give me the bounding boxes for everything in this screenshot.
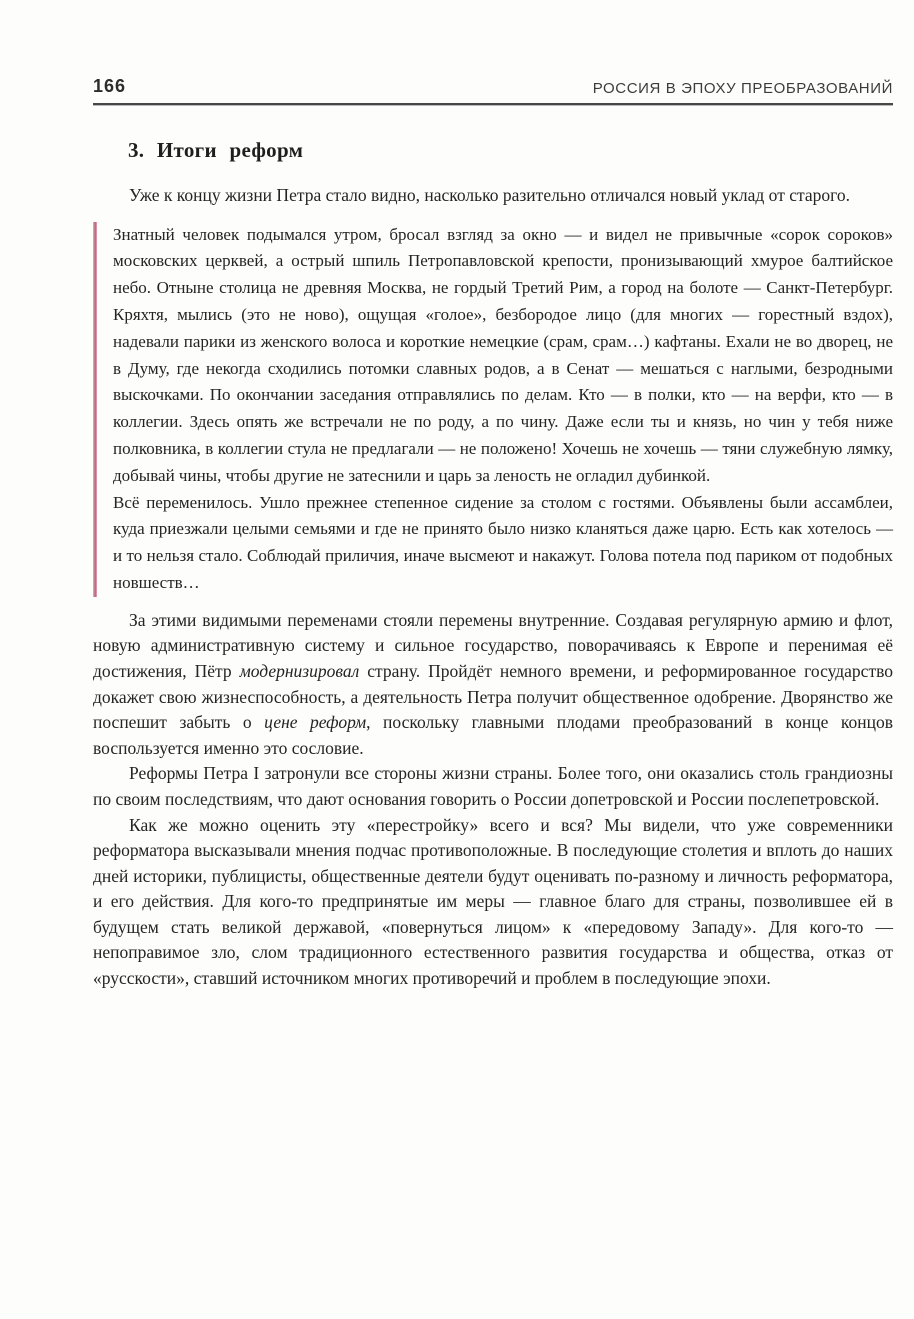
body-paragraph-2: Реформы Петра I затронули все стороны жизни страны. Более того, они оказались столь грандиозны по своим последствиям, что дают основания говорить о России допетровской и России послепетровской.: [93, 763, 893, 809]
page-content: [93, 138, 893, 992]
quote-paragraph-1: Знатный человек подымался утром, бросал взгляд за окно — и видел не привычные «сорок сороков» московских церквей, а острый шпиль Петропавловской крепости, пронизывающий хмурое балтийское небо. Отныне столица не древняя Москва, не гордый Третий Рим, а город на болоте — Санкт-Петербург. Кряхтя, мылись (это не ново), ощущая «голое», безбородое лицо (для многих — горестный вздох), надевали парики из женского волоса и короткие немецкие (срам, срам…) кафтаны. Ехали не во дворец, не в Думу, где некогда сходились потомки славных родов, а в Сенат — мешаться с наглыми, безродными выскочками. По окончании заседания отправлялись по делам. Кто — в полки, кто — на верфи, кто — в коллегии. Здесь опять же встречали не по роду, а по чину. Даже если ты и князь, но чин у тебя ниже полковника, в коллегии стула не предлагали — не положено! Хочешь не хочешь — тяни служебную лямку, добывай чины, чтобы другие не затеснили и царь за леность не огладил дубинкой.: [113, 224, 893, 485]
body-paragraph-3: Как же можно оценить эту «перестройку» всего и вся? Мы видели, что уже современники реформатора высказывали мнения подчас противоположные. В последующие столетия и вплоть до наших дней историки, публицисты, общественные деятели будут оценивать по-разному и личность реформатора, и его действия. Для кого-то предпринятые им меры — главное благо для страны, позволившее ей в будущем стать великой державой, «повернуться лицом» к «передовому Западу». Для кого-то — непоправимое зло, слом традиционного естественного развития государства и общества, отказ от «русскости», ставший источником многих противоречий и проблем в последующие эпохи.: [93, 814, 893, 989]
body-paragraph-1-text: , поскольку главными плодами преобразований в конце концов воспользуется именно это сословие.: [93, 712, 893, 758]
quote-paragraph-2: Всё переменилось. Ушло прежнее степенное сидение за столом с гостями. Объявлены были ассамблеи, куда приезжали целыми семьями и где не принято было низко кланяться даже царю. Есть как хотелось — и то нельзя стало. Соблюдай приличия, иначе высмеют и накажут. Голова потела под париком от подобных новшеств…: [113, 492, 893, 592]
quote-block: [93, 222, 893, 597]
emphasis-price-of-reforms: цене реформ: [264, 712, 367, 733]
quote-accent-bar: [93, 222, 97, 597]
body-paragraph-1-text: страну. Пройдёт немного времени, и реформированное государство докажет свою жизнеспособность, а деятельность Петра получит общественное одобрение. Дворянство же поспешит забыть о: [93, 660, 893, 733]
section-title: 3. Итоги реформ: [128, 138, 304, 162]
intro-paragraph: Уже к концу жизни Петра стало видно, насколько разительно отличался новый уклад от старого.: [129, 185, 850, 205]
running-title: РОССИЯ В ЭПОХУ ПРЕОБРАЗОВАНИЙ: [592, 80, 893, 97]
page-number: 166: [93, 76, 127, 96]
header-rule: [93, 103, 893, 106]
body-paragraph-1: [93, 608, 893, 762]
body-paragraph-1-text: За этими видимыми переменами стояли перемены внутренние. Создавая регулярную армию и флот, новую административную систему и сильное государство, поворачиваясь к Европе и перенимая её достижения, Пётр: [93, 609, 893, 681]
quote-text: [113, 222, 893, 597]
emphasis-modernized: модернизировал: [239, 660, 360, 681]
textbook-page: [0, 76, 914, 1319]
page-header: [93, 76, 893, 97]
